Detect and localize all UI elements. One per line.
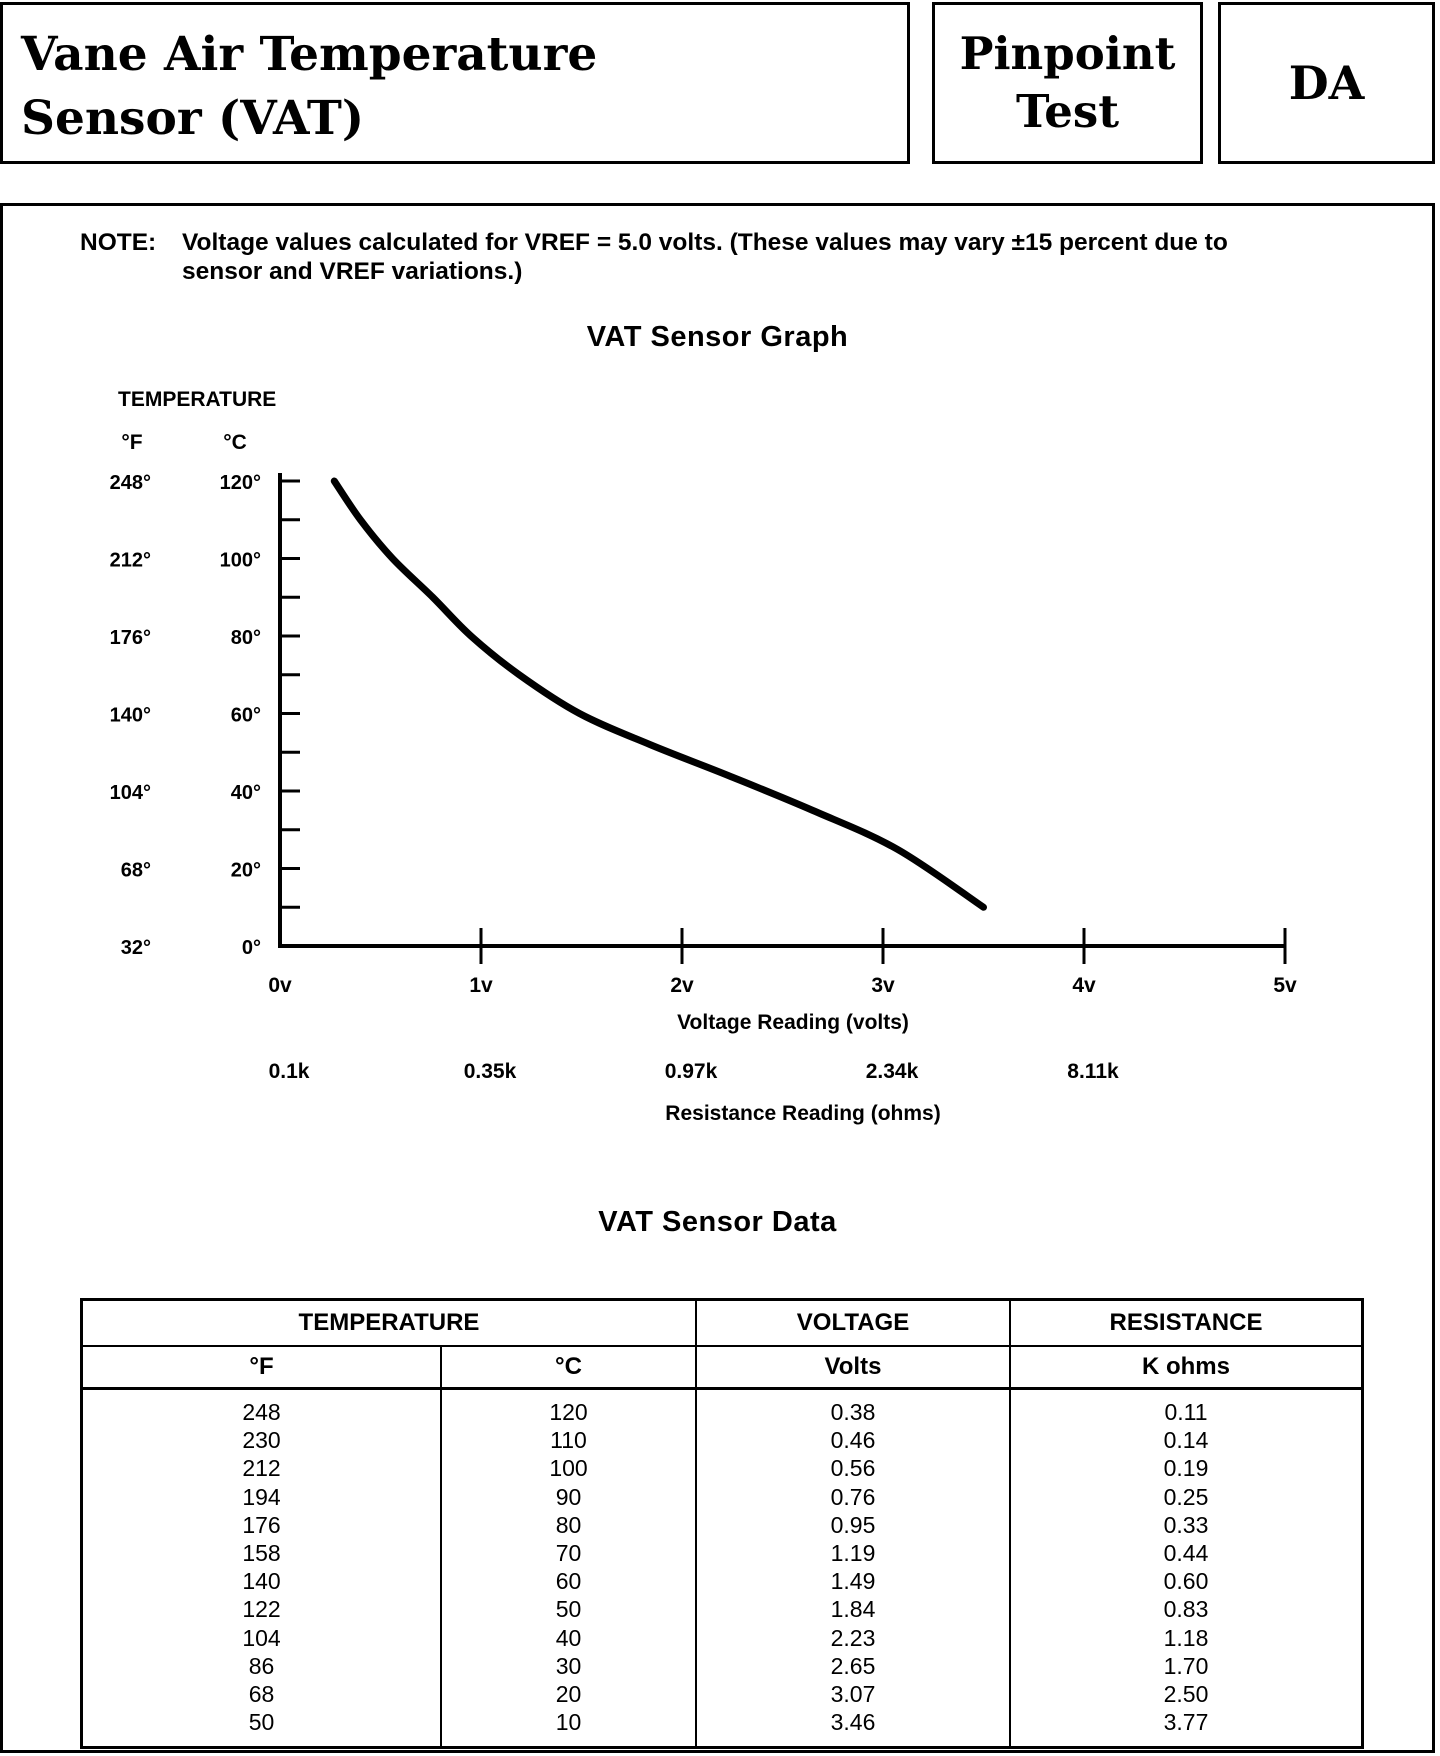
page-title — [21, 23, 597, 151]
temp-f-cell: 86 — [82, 1652, 442, 1680]
y-tick-label-f: 176° — [109, 627, 151, 649]
table-row — [82, 1624, 1363, 1652]
temp-c-cell: 20 — [441, 1680, 696, 1708]
temp-c-cell: 100 — [441, 1454, 696, 1482]
table-row — [82, 1511, 1363, 1539]
kohms-header: K ohms — [1010, 1346, 1363, 1389]
temp-c-cell: 120 — [441, 1389, 696, 1427]
voltage-cell: 2.65 — [696, 1652, 1010, 1680]
y-unit-c-label: °C — [223, 431, 247, 454]
table-title: VAT Sensor Data — [598, 1206, 837, 1238]
vat-sensor-data-table — [80, 1298, 1364, 1749]
voltage-cell: 0.46 — [696, 1426, 1010, 1454]
resistance-tick-label: 2.34k — [865, 1060, 919, 1083]
voltage-cell: 1.49 — [696, 1567, 1010, 1595]
resistance-axis-title: Resistance Reading (ohms) — [665, 1102, 941, 1125]
voltage-cell: 1.19 — [696, 1539, 1010, 1567]
resistance-tick-label: 0.1k — [268, 1060, 310, 1083]
resistance-tick-label: 0.35k — [463, 1060, 517, 1083]
temperature-header: TEMPERATURE — [82, 1300, 697, 1347]
temp-f-cell: 212 — [82, 1454, 442, 1482]
table-row — [82, 1454, 1363, 1482]
temp-f-cell: 104 — [82, 1624, 442, 1652]
voltage-cell: 1.84 — [696, 1595, 1010, 1623]
temp-f-cell: 230 — [82, 1426, 442, 1454]
resistance-header: RESISTANCE — [1010, 1300, 1363, 1347]
table-row — [82, 1680, 1363, 1708]
voltage-cell: 0.38 — [696, 1389, 1010, 1427]
test-code: DA — [1288, 56, 1365, 110]
table-row — [82, 1539, 1363, 1567]
resistance-cell: 0.25 — [1010, 1483, 1363, 1511]
pinpoint-label: Pinpoint — [959, 27, 1176, 80]
title-line-1: Vane Air Temperature — [21, 27, 598, 82]
test-code-box — [1218, 2, 1435, 164]
temp-c-cell: 40 — [441, 1624, 696, 1652]
voltage-cell: 0.95 — [696, 1511, 1010, 1539]
resistance-tick-label: 8.11k — [1067, 1060, 1119, 1083]
x-tick-label: 1v — [469, 974, 493, 997]
table-row — [82, 1567, 1363, 1595]
y-tick-label-f: 104° — [109, 782, 151, 804]
temp-f-cell: 176 — [82, 1511, 442, 1539]
voltage-cell: 3.07 — [696, 1680, 1010, 1708]
resistance-cell: 0.14 — [1010, 1426, 1363, 1454]
temp-f-cell: 68 — [82, 1680, 442, 1708]
temp-c-cell: 30 — [441, 1652, 696, 1680]
table-body — [82, 1389, 1363, 1748]
x-tick-label: 0v — [268, 974, 292, 997]
temp-c-cell: 10 — [441, 1708, 696, 1748]
temp-f-cell: 140 — [82, 1567, 442, 1595]
voltage-cell: 2.23 — [696, 1624, 1010, 1652]
y-tick-label-c: 40° — [230, 782, 261, 804]
y-tick-label-f: 212° — [109, 549, 151, 572]
resistance-cell: 0.11 — [1010, 1389, 1363, 1427]
y-tick-label-f: 32° — [120, 937, 151, 959]
y-tick-label-f: 248° — [109, 472, 151, 494]
x-tick-label: 3v — [871, 974, 895, 997]
resistance-cell: 1.18 — [1010, 1624, 1363, 1652]
resistance-cell: 0.33 — [1010, 1511, 1363, 1539]
y-tick-label-f: 68° — [120, 859, 151, 882]
temp-c-cell: 80 — [441, 1511, 696, 1539]
title-line-2: Sensor (VAT) — [21, 91, 365, 146]
resistance-cell: 2.50 — [1010, 1680, 1363, 1708]
resistance-cell: 0.83 — [1010, 1595, 1363, 1623]
fahrenheit-header: °F — [82, 1346, 442, 1389]
table-row — [82, 1483, 1363, 1511]
temp-c-cell: 110 — [441, 1426, 696, 1454]
x-tick-label: 4v — [1072, 974, 1096, 997]
x-tick-label: 2v — [670, 974, 694, 997]
voltage-cell: 0.56 — [696, 1454, 1010, 1482]
y-tick-label-c: 80° — [230, 627, 261, 649]
volts-header: Volts — [696, 1346, 1010, 1389]
resistance-tick-label: 0.97k — [664, 1060, 718, 1083]
voltage-cell: 3.46 — [696, 1708, 1010, 1748]
temp-c-cell: 50 — [441, 1595, 696, 1623]
temp-f-cell: 194 — [82, 1483, 442, 1511]
x-tick-label: 5v — [1273, 974, 1297, 997]
temp-f-cell: 158 — [82, 1539, 442, 1567]
pinpoint-test-box — [932, 2, 1203, 164]
y-tick-label-c: 60° — [230, 704, 261, 727]
y-tick-label-f: 140° — [109, 704, 151, 727]
y-axis-title: TEMPERATURE — [118, 388, 277, 411]
temp-f-cell: 248 — [82, 1389, 442, 1427]
voltage-header: VOLTAGE — [696, 1300, 1010, 1347]
voltage-cell: 0.76 — [696, 1483, 1010, 1511]
temp-c-cell: 90 — [441, 1483, 696, 1511]
y-unit-f-label: °F — [121, 431, 143, 454]
table-row — [82, 1595, 1363, 1623]
table-unit-header-row — [82, 1346, 1363, 1389]
title-box — [0, 2, 910, 164]
temp-c-cell: 70 — [441, 1539, 696, 1567]
table-row — [82, 1652, 1363, 1680]
y-tick-label-c: 0° — [241, 937, 261, 959]
temp-f-cell: 50 — [82, 1708, 442, 1748]
graph-title: VAT Sensor Graph — [586, 321, 849, 353]
table-row — [82, 1708, 1363, 1748]
resistance-cell: 0.60 — [1010, 1567, 1363, 1595]
table-row — [82, 1389, 1363, 1427]
table-group-header-row — [82, 1300, 1363, 1347]
table-row — [82, 1426, 1363, 1454]
note-label: NOTE: — [80, 229, 157, 256]
x-axis-title: Voltage Reading (volts) — [677, 1011, 909, 1034]
resistance-cell: 3.77 — [1010, 1708, 1363, 1748]
resistance-cell: 1.70 — [1010, 1652, 1363, 1680]
y-tick-label-c: 20° — [230, 859, 261, 882]
content-panel — [0, 203, 1435, 1753]
temp-c-cell: 60 — [441, 1567, 696, 1595]
y-tick-label-c: 100° — [219, 549, 261, 572]
vat-sensor-curve — [334, 481, 983, 907]
resistance-cell: 0.19 — [1010, 1454, 1363, 1482]
temp-f-cell: 122 — [82, 1595, 442, 1623]
test-label: Test — [1015, 85, 1120, 138]
note-text: Voltage values calculated for VREF = 5.0 volts. (These values may vary ±15 percent due to sensor and VREF variations.) — [182, 229, 1228, 285]
y-tick-label-c: 120° — [219, 472, 261, 494]
celsius-header: °C — [441, 1346, 696, 1389]
resistance-cell: 0.44 — [1010, 1539, 1363, 1567]
vat-sensor-graph — [3, 206, 1432, 1206]
